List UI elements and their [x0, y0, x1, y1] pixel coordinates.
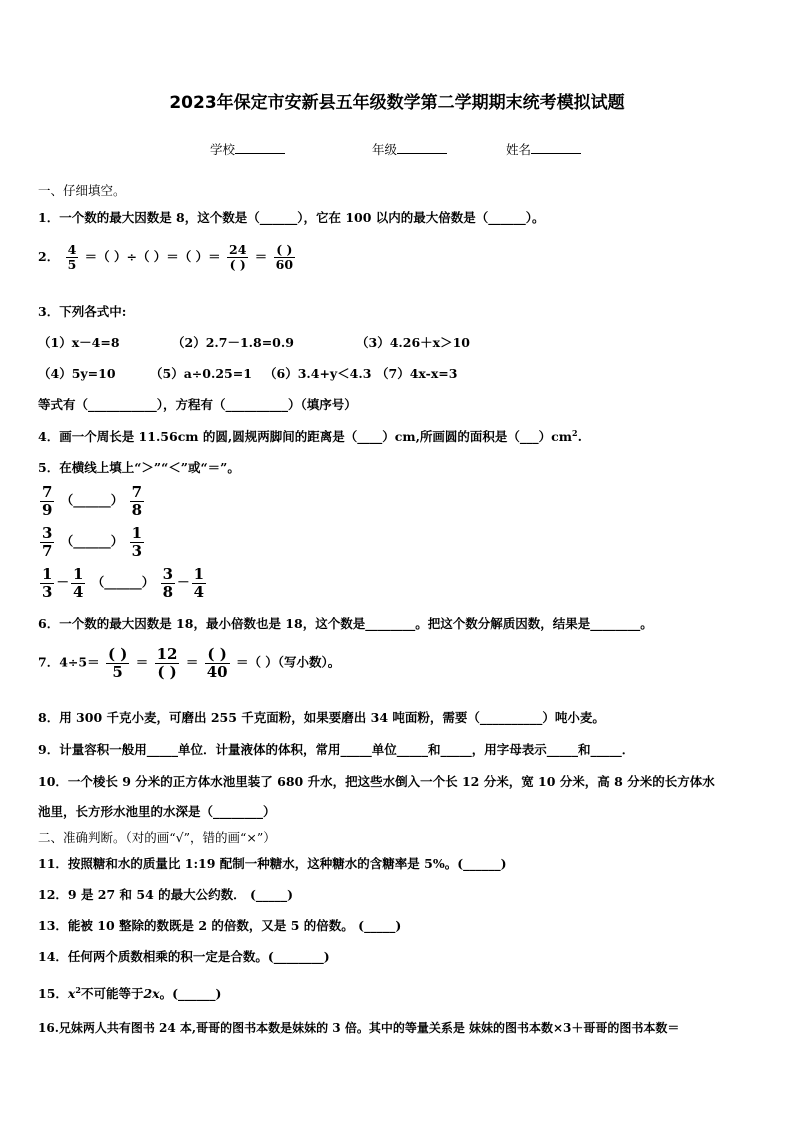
q3-item-5: （5）a÷0.25=1 — [150, 366, 252, 381]
fraction-4-5: $\frac{4}{5}$ — [67, 242, 77, 272]
q5-row-2: $\frac{3}{7}$ （______） $\frac{1}{3}$ — [42, 524, 143, 560]
q3-item-2: （2）2.7－1.8=0.9 — [172, 335, 294, 350]
q3-item-6: （6）3.4+y＜4.3 — [264, 366, 372, 381]
question-7: 7．4÷5＝ $\frac{( )}{5}$ ＝ $\frac{12}{( )}$ ＝ $\frac{( )}{40}$ ＝（ ）（写小数）。 — [38, 645, 341, 681]
question-9: 9．计量容积一般用_____单位．计量液体的体积，常用_____单位_____和_____，用字母表示_____和_____． — [38, 742, 635, 757]
section-1-heading: 一、仔细填空。 — [38, 183, 126, 198]
question-11: 11．按照糖和水的质量比 1:19 配制一种糖水，这种糖水的含糖率是 5%。(______) — [38, 856, 507, 871]
q3-item-1: （1）x－4=8 — [38, 335, 120, 350]
question-10-line-1: 10．一个棱长 9 分米的正方体水池里装了 680 升水，把这些水倒入一个长 12 分米，宽 10 分米，高 8 分米的长方体水 — [38, 774, 715, 789]
question-3: 3．下列各式中: — [38, 304, 127, 319]
question-16: 16.兄妹两人共有图书 24 本,哥哥的图书本数是妹妹的 3 倍。其中的等量关系是 妹妹的图书本数×3＋哥哥的图书本数＝ — [38, 1021, 680, 1035]
question-12: 12．9 是 27 和 54 的最大公约数． (_____) — [38, 887, 294, 902]
question-15: 15．$x^2$不可能等于2x。(______) — [38, 984, 222, 1001]
name-blank — [531, 141, 581, 154]
question-2: 2． $\frac{4}{5}$ ＝（ ）÷（ ）＝（ ）＝ $\frac{24}{( )}$ ＝ $\frac{( )}{60}$ — [38, 242, 294, 272]
school-blank — [235, 141, 285, 154]
question-6: 6．一个数的最大因数是 18，最小倍数也是 18，这个数是________。把这个数分解质因数，结果是________。 — [38, 616, 653, 631]
question-4: 4．画一个周长是 11.56cm 的圆,圆规两脚间的距离是（____）cm,所画圆的面积是$(\_\_\_)cm^2$. — [38, 427, 582, 444]
grade-blank — [397, 141, 447, 154]
grade-field — [372, 140, 447, 158]
q5-row-3: $\frac{1}{3}$ － $\frac{1}{4}$ （______） $\frac{3}{8}$ － $\frac{1}{4}$ — [42, 565, 205, 601]
grade-label: 年级 — [372, 142, 398, 157]
school-label: 学校 — [210, 142, 236, 157]
fraction-24-blank: $\frac{24}{( )}$ — [229, 242, 247, 272]
question-13: 13．能被 10 整除的数既是 2 的倍数，又是 5 的倍数。 (_____) — [38, 918, 402, 933]
section-2-heading: 二、准确判断。（对的画“√”，错的画“×”） — [38, 830, 276, 845]
q5-row-1: $\frac{7}{9}$ （______） $\frac{7}{8}$ — [42, 483, 143, 519]
q3-item-7: （7）4x-x=3 — [376, 366, 458, 381]
q3-item-4: （4）5y=10 — [38, 366, 116, 381]
fraction-blank-60: $\frac{( )}{60}$ — [275, 242, 294, 272]
name-label: 姓名 — [506, 142, 532, 157]
question-1: 1．一个数的最大因数是 8，这个数是（______），它在 100 以内的最大倍数是（______）。 — [38, 210, 545, 225]
question-14: 14．任何两个质数相乘的积一定是合数。(________) — [38, 949, 330, 964]
page-title: 2023年保定市安新县五年级数学第二学期期末统考模拟试题 — [169, 93, 625, 113]
q3-answer: 等式有（___________），方程有（__________）（填序号） — [38, 397, 357, 412]
q3-item-3: （3）4.26＋x＞10 — [356, 335, 470, 350]
school-field — [210, 140, 285, 158]
question-5: 5．在横线上填上“＞”“＜”或“＝”。 — [38, 460, 240, 475]
question-10-line-2: 池里，长方形水池里的水深是（________） — [38, 804, 276, 819]
question-8: 8．用 300 千克小麦，可磨出 255 千克面粉，如果要磨出 34 吨面粉，需要（__________）吨小麦。 — [38, 710, 605, 725]
name-field — [506, 140, 581, 158]
